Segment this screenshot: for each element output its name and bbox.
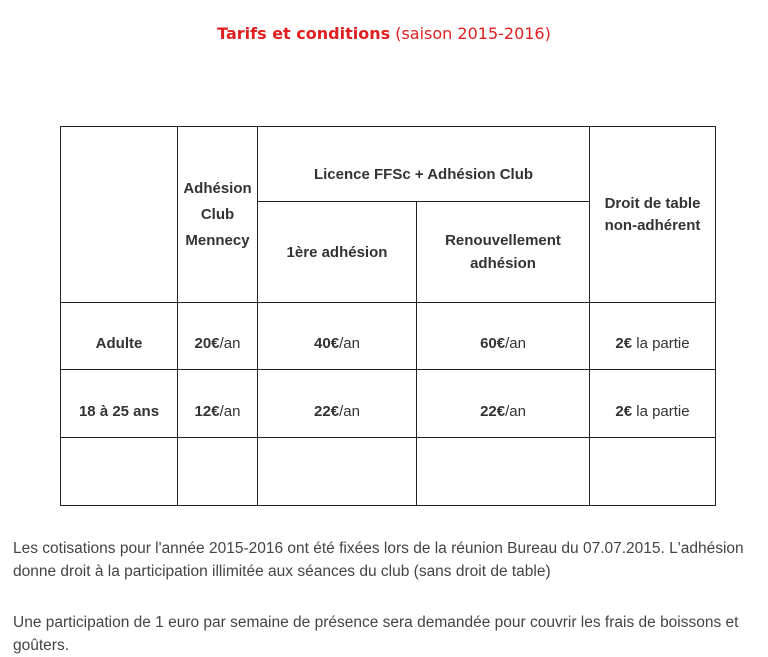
empty-cell [417,438,590,506]
price-unit: /an [219,402,241,420]
cell-adhesion [178,370,258,438]
header-renouvellement [417,202,590,303]
header-adhesion-line3: Mennecy [185,231,250,249]
header-adhesion-line2: Club [200,205,235,223]
price-value: 2€ [615,402,633,420]
title-bold: Tarifs et conditions [217,24,391,43]
cell-adhesion [178,303,258,370]
empty-cell [61,438,178,506]
cell-renouvellement [417,370,590,438]
price-value: 2€ [615,335,633,352]
cell-premiere [258,370,417,438]
price-value: 12€ [194,402,220,420]
table-row [61,303,716,370]
empty-cell [258,438,417,506]
header-renouv-line2: adhésion [470,255,536,272]
header-droit-table [590,127,716,303]
header-renouv-line1: Renouvellement [445,232,561,249]
empty-cell [590,438,716,506]
row-label: 18 à 25 ans [61,370,178,438]
table-row [61,370,716,438]
price-unit: /an [339,402,360,420]
participation-paragraph: Une participation de 1 euro par semaine de présence sera demandée pour couvrir les frais de boissons et goûters. [13,614,739,654]
price-value: 60€ [480,335,506,352]
page-title [0,24,768,43]
empty-row [61,438,716,506]
price-value: 22€ [314,402,340,420]
corner-cell [61,127,178,303]
header-row [61,127,716,202]
row-label: Adulte [61,303,178,370]
tarifs-table [60,126,716,506]
cell-droit-table [590,370,716,438]
header-adhesion-line1: Adhésion [183,179,252,197]
cell-premiere [258,303,417,370]
price-unit: /an [219,335,241,352]
price-unit: /an [505,335,526,352]
header-droit-line1: Droit de table [604,194,701,212]
header-adhesion-club [178,127,258,303]
cotisations-paragraph: Les cotisations pour l'année 2015-2016 ont été fixées lors de la réunion Bureau du 07.07.2015. L'adhésion donne droit à la participation illimitée aux séances du club (sans droit de table) [13,540,744,580]
price-value: 20€ [194,335,220,352]
price-unit: /an [505,402,526,420]
header-droit-line2: non-adhérent [604,216,701,234]
header-premiere-adhesion: 1ère adhésion [258,202,417,303]
price-value: 40€ [314,335,340,352]
empty-cell [178,438,258,506]
cell-droit-table [590,303,716,370]
price-value: 22€ [480,402,506,420]
header-licence: Licence FFSc + Adhésion Club [258,127,590,202]
cell-renouvellement [417,303,590,370]
title-season: (saison 2015-2016) [395,24,551,43]
price-unit: la partie [632,335,690,352]
price-unit: la partie [632,402,690,420]
price-unit: /an [339,335,360,352]
